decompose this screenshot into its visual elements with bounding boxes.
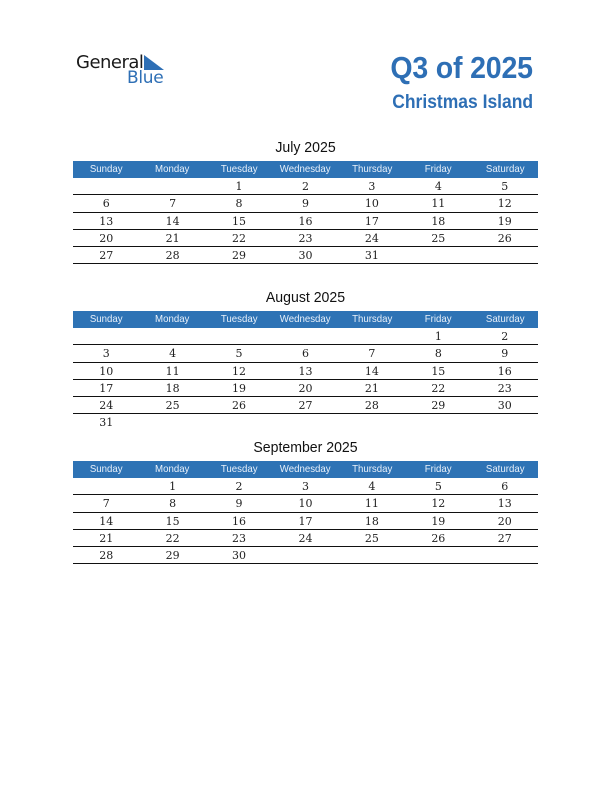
day-cell: 28 <box>364 399 379 413</box>
day-cell: 22 <box>431 381 446 395</box>
week-row <box>73 195 538 212</box>
day-cell: 15 <box>431 364 446 378</box>
weekday-label: Sunday <box>89 463 123 475</box>
day-cell: 5 <box>434 480 442 493</box>
page-subtitle: Christmas Island <box>392 92 533 113</box>
day-cell: 13 <box>298 364 313 378</box>
day-cell <box>405 247 471 263</box>
day-cell: 14 <box>99 514 114 528</box>
weekday-label: Wednesday <box>280 163 331 175</box>
day-cell: 18 <box>431 214 446 228</box>
day-cell: 31 <box>99 416 114 430</box>
day-cell: 27 <box>99 249 114 263</box>
day-cell: 16 <box>232 514 247 528</box>
weekday-label: Monday <box>155 163 190 175</box>
logo-text-blue: Blue <box>127 68 164 88</box>
week-row <box>73 397 538 414</box>
weekday-label: Tuesday <box>220 163 258 175</box>
month-calendar <box>73 439 538 564</box>
day-cell: 30 <box>497 399 512 413</box>
day-cell: 7 <box>169 197 177 211</box>
weekday-label: Tuesday <box>220 313 258 325</box>
day-cell <box>472 247 538 263</box>
day-cell: 17 <box>99 381 114 395</box>
day-cell: 26 <box>497 231 512 245</box>
weekday-label: Friday <box>424 463 452 475</box>
day-cell: 10 <box>298 497 313 511</box>
day-cell: 24 <box>99 399 114 413</box>
day-cell: 23 <box>497 381 512 395</box>
day-cell: 8 <box>235 197 243 211</box>
day-cell: 19 <box>431 514 446 528</box>
weekday-label: Tuesday <box>220 463 258 475</box>
day-cell: 8 <box>169 497 177 511</box>
day-cell: 10 <box>99 364 114 378</box>
day-cell: 5 <box>501 180 509 193</box>
week-row <box>73 547 538 564</box>
day-cell <box>339 414 405 431</box>
day-cell <box>405 414 471 431</box>
day-cell: 11 <box>364 497 379 511</box>
day-cell <box>339 328 405 344</box>
day-cell: 2 <box>235 480 243 493</box>
day-cell: 20 <box>99 231 114 245</box>
month-title: August 2025 <box>265 289 346 306</box>
day-cell: 5 <box>235 347 243 361</box>
page-title: Q3 of 2025 <box>390 50 533 85</box>
day-cell <box>206 328 272 344</box>
day-cell: 16 <box>497 364 512 378</box>
week-row <box>73 513 538 530</box>
day-cell: 11 <box>165 364 180 378</box>
day-cell: 6 <box>501 480 509 493</box>
day-cell: 9 <box>301 197 309 211</box>
day-cell: 3 <box>301 480 309 493</box>
day-cell: 30 <box>298 249 313 263</box>
day-cell: 30 <box>232 549 247 563</box>
day-cell <box>139 414 205 431</box>
day-cell: 21 <box>364 381 379 395</box>
day-cell <box>139 328 205 344</box>
day-cell: 7 <box>102 497 110 511</box>
day-cell: 2 <box>501 330 509 343</box>
weekday-label: Monday <box>155 463 190 475</box>
day-cell: 16 <box>298 214 313 228</box>
day-cell: 29 <box>431 399 446 413</box>
day-cell: 15 <box>232 214 247 228</box>
day-cell: 9 <box>235 497 243 511</box>
week-row <box>73 345 538 362</box>
day-cell: 13 <box>497 497 512 511</box>
day-cell: 20 <box>497 514 512 528</box>
weekday-label: Sunday <box>89 163 123 175</box>
weekday-label: Saturday <box>485 313 525 325</box>
week-row <box>73 363 538 380</box>
day-cell: 3 <box>102 347 110 361</box>
day-cell: 14 <box>364 364 379 378</box>
day-cell: 3 <box>368 180 376 193</box>
generalblue-logo <box>76 52 176 92</box>
week-row <box>73 495 538 512</box>
week-row <box>73 380 538 397</box>
day-cell: 6 <box>102 197 110 211</box>
day-cell: 13 <box>99 214 114 228</box>
weekday-label: Saturday <box>485 463 525 475</box>
day-cell <box>272 547 338 563</box>
weekday-header <box>73 311 538 328</box>
day-cell: 26 <box>232 399 247 413</box>
weekday-header <box>73 161 538 178</box>
week-row <box>73 178 538 195</box>
week-row <box>73 213 538 230</box>
day-cell <box>272 328 338 344</box>
day-cell <box>206 414 272 431</box>
week-row <box>73 478 538 495</box>
day-cell: 21 <box>165 231 180 245</box>
day-cell <box>272 414 338 431</box>
weekday-label: Saturday <box>485 163 525 175</box>
weekday-label: Wednesday <box>280 463 331 475</box>
day-cell: 20 <box>298 381 313 395</box>
day-cell: 2 <box>301 180 309 193</box>
day-cell <box>139 178 205 194</box>
day-cell: 19 <box>497 214 512 228</box>
day-cell: 14 <box>165 214 180 228</box>
day-cell: 1 <box>169 480 177 493</box>
day-cell <box>472 414 538 431</box>
weekday-label: Thursday <box>351 463 393 475</box>
day-cell: 25 <box>165 399 180 413</box>
weekday-label: Friday <box>424 313 452 325</box>
day-cell: 12 <box>497 197 512 211</box>
weekday-label: Thursday <box>351 163 393 175</box>
day-cell: 27 <box>497 531 512 545</box>
day-cell: 12 <box>431 497 446 511</box>
day-cell: 4 <box>368 480 376 493</box>
day-cell: 4 <box>169 347 177 361</box>
day-cell: 22 <box>232 231 247 245</box>
month-calendar <box>73 139 538 264</box>
day-cell: 28 <box>165 249 180 263</box>
weekday-label: Friday <box>424 163 452 175</box>
day-cell: 10 <box>364 197 379 211</box>
month-title: September 2025 <box>253 439 358 456</box>
day-cell: 4 <box>434 180 442 193</box>
day-cell: 24 <box>364 231 379 245</box>
day-cell: 8 <box>434 347 442 361</box>
day-cell: 6 <box>301 347 309 361</box>
weekday-label: Wednesday <box>280 313 331 325</box>
day-cell: 19 <box>232 381 247 395</box>
day-cell: 18 <box>165 381 180 395</box>
day-cell: 27 <box>298 399 313 413</box>
day-cell: 22 <box>165 531 180 545</box>
day-cell <box>73 478 139 494</box>
day-cell: 1 <box>235 180 243 193</box>
week-row <box>73 328 538 345</box>
day-cell: 26 <box>431 531 446 545</box>
day-cell <box>472 547 538 563</box>
day-cell: 25 <box>364 531 379 545</box>
weekday-header <box>73 461 538 478</box>
week-row <box>73 414 538 431</box>
day-cell <box>73 328 139 344</box>
day-cell: 15 <box>165 514 180 528</box>
day-cell: 24 <box>298 531 313 545</box>
day-cell: 21 <box>99 531 114 545</box>
day-cell: 7 <box>368 347 376 361</box>
weekday-label: Monday <box>155 313 190 325</box>
logo-text-general: General <box>76 52 144 73</box>
day-cell: 17 <box>298 514 313 528</box>
month-title: July 2025 <box>275 139 336 156</box>
day-cell: 9 <box>501 347 509 361</box>
month-calendar <box>73 289 538 432</box>
day-cell <box>73 178 139 194</box>
day-cell <box>405 547 471 563</box>
week-row <box>73 530 538 547</box>
day-cell: 1 <box>434 330 442 343</box>
day-cell: 31 <box>364 249 379 263</box>
week-row <box>73 247 538 264</box>
day-cell: 11 <box>431 197 446 211</box>
weekday-label: Thursday <box>351 313 393 325</box>
day-cell: 23 <box>232 531 247 545</box>
day-cell: 18 <box>364 514 379 528</box>
day-cell: 12 <box>232 364 247 378</box>
day-cell <box>339 547 405 563</box>
day-cell: 29 <box>232 249 247 263</box>
day-cell: 17 <box>364 214 379 228</box>
day-cell: 23 <box>298 231 313 245</box>
day-cell: 25 <box>431 231 446 245</box>
day-cell: 28 <box>99 549 114 563</box>
week-row <box>73 230 538 247</box>
weekday-label: Sunday <box>89 313 123 325</box>
day-cell: 29 <box>165 549 180 563</box>
